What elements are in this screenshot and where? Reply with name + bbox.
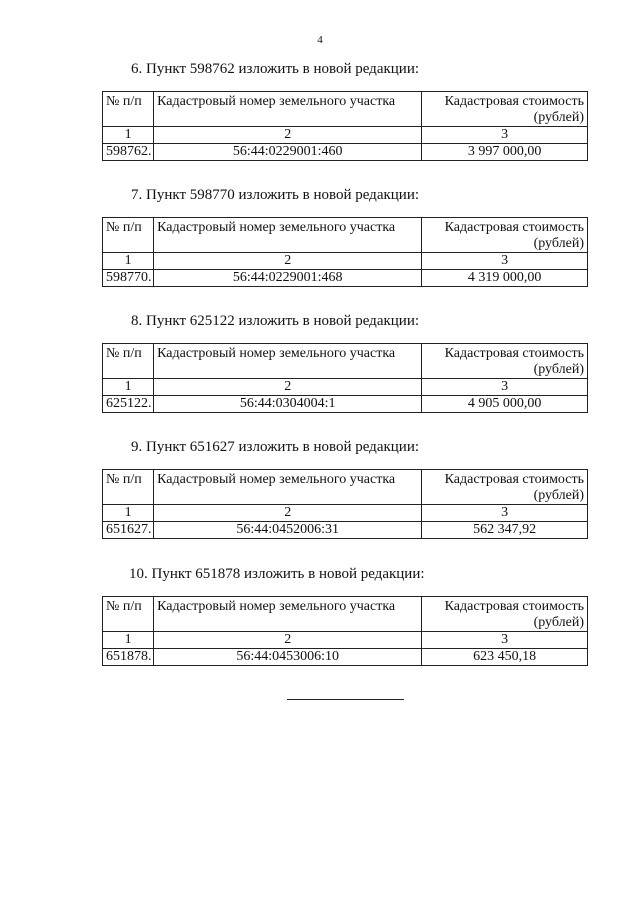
- item-number: 651627.: [103, 522, 154, 539]
- column-number: 3: [422, 127, 588, 144]
- table-numbering-row: [103, 632, 588, 649]
- cadastral-value: 623 450,18: [422, 649, 588, 666]
- header-item-number: № п/п: [103, 344, 154, 379]
- header-item-number: № п/п: [103, 470, 154, 505]
- header-cadastral-value: Кадастровая стоимость (рублей): [422, 218, 588, 253]
- table-row: [103, 522, 588, 539]
- cadastral-table: [102, 217, 588, 287]
- section-heading: 9. Пункт 651627 изложить в новой редакции:: [131, 439, 420, 455]
- cadastral-table: [102, 343, 588, 413]
- cadastral-number: 56:44:0304004:1: [154, 396, 422, 413]
- column-number: 1: [103, 253, 154, 270]
- table-numbering-row: [103, 253, 588, 270]
- column-number: 3: [422, 379, 588, 396]
- item-number: 598762.: [103, 144, 154, 161]
- table-header-row: [103, 344, 588, 379]
- table-header-row: [103, 218, 588, 253]
- table-numbering-row: [103, 505, 588, 522]
- page-number: 4: [317, 34, 323, 46]
- column-number: 2: [154, 127, 422, 144]
- section-heading: 6. Пункт 598762 изложить в новой редакции:: [131, 61, 420, 77]
- cadastral-table: [102, 91, 588, 161]
- header-cadastral-number: Кадастровый номер земельного участка: [154, 470, 422, 505]
- cadastral-value: 562 347,92: [422, 522, 588, 539]
- cadastral-value: 4 905 000,00: [422, 396, 588, 413]
- cadastral-table: [102, 469, 588, 539]
- header-cadastral-number: Кадастровый номер земельного участка: [154, 218, 422, 253]
- table-header-row: [103, 470, 588, 505]
- header-cadastral-value: Кадастровая стоимость (рублей): [422, 92, 588, 127]
- table-header-row: [103, 597, 588, 632]
- column-number: 2: [154, 253, 422, 270]
- item-number: 598770.: [103, 270, 154, 287]
- header-cadastral-value: Кадастровая стоимость (рублей): [422, 597, 588, 632]
- column-number: 2: [154, 379, 422, 396]
- header-cadastral-number: Кадастровый номер земельного участка: [154, 597, 422, 632]
- table-row: [103, 649, 588, 666]
- column-number: 3: [422, 505, 588, 522]
- table-row: [103, 270, 588, 287]
- cadastral-number: 56:44:0453006:10: [154, 649, 422, 666]
- header-item-number: № п/п: [103, 218, 154, 253]
- column-number: 1: [103, 505, 154, 522]
- item-number: 651878.: [103, 649, 154, 666]
- header-cadastral-number: Кадастровый номер земельного участка: [154, 92, 422, 127]
- item-number: 625122.: [103, 396, 154, 413]
- header-item-number: № п/п: [103, 597, 154, 632]
- header-cadastral-number: Кадастровый номер земельного участка: [154, 344, 422, 379]
- column-number: 3: [422, 632, 588, 649]
- column-number: 1: [103, 632, 154, 649]
- end-divider: [287, 699, 404, 700]
- table-header-row: [103, 92, 588, 127]
- table-numbering-row: [103, 127, 588, 144]
- cadastral-number: 56:44:0452006:31: [154, 522, 422, 539]
- column-number: 2: [154, 632, 422, 649]
- cadastral-number: 56:44:0229001:460: [154, 144, 422, 161]
- header-item-number: № п/п: [103, 92, 154, 127]
- cadastral-value: 4 319 000,00: [422, 270, 588, 287]
- section-heading: 10. Пункт 651878 изложить в новой редакции:: [129, 566, 425, 582]
- section-heading: 8. Пункт 625122 изложить в новой редакции:: [131, 313, 420, 329]
- table-row: [103, 396, 588, 413]
- table-numbering-row: [103, 379, 588, 396]
- cadastral-number: 56:44:0229001:468: [154, 270, 422, 287]
- cadastral-table: [102, 596, 588, 666]
- column-number: 2: [154, 505, 422, 522]
- header-cadastral-value: Кадастровая стоимость (рублей): [422, 470, 588, 505]
- table-row: [103, 144, 588, 161]
- column-number: 1: [103, 127, 154, 144]
- header-cadastral-value: Кадастровая стоимость (рублей): [422, 344, 588, 379]
- column-number: 1: [103, 379, 154, 396]
- section-heading: 7. Пункт 598770 изложить в новой редакции:: [131, 187, 420, 203]
- cadastral-value: 3 997 000,00: [422, 144, 588, 161]
- column-number: 3: [422, 253, 588, 270]
